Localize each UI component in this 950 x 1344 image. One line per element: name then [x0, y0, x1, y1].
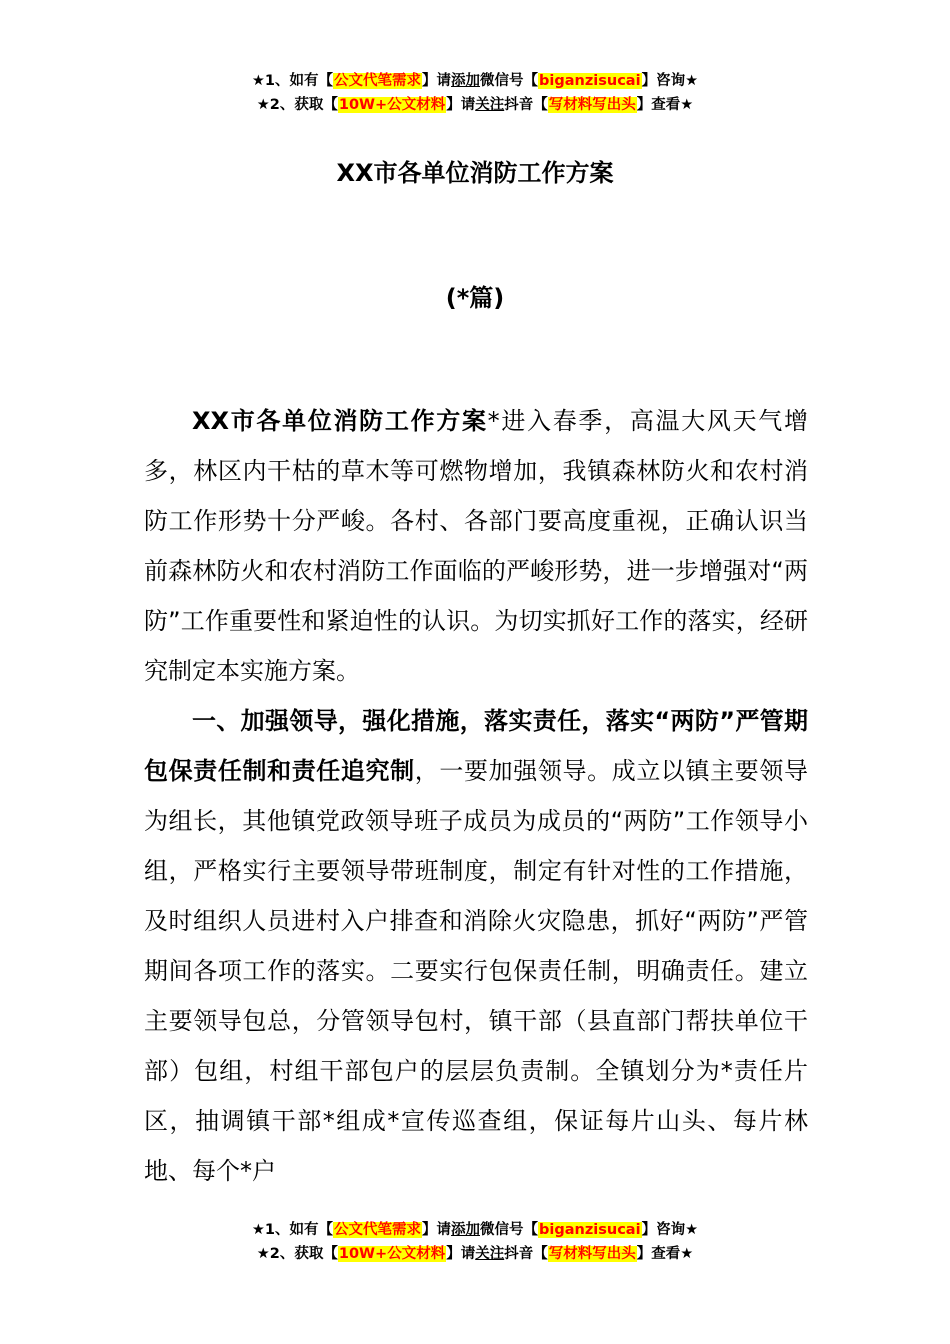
highlight-ghostwriting: 公文代笔需求: [334, 1222, 422, 1238]
highlight-wechat-id: biganzisucai: [539, 73, 641, 89]
highlight-materials: 10W+公文材料: [338, 1246, 446, 1262]
intro-lead: XX市各单位消防工作方案: [192, 407, 488, 435]
bottom-banner: [0, 1218, 950, 1266]
highlight-materials: 10W+公文材料: [338, 97, 446, 113]
document-title: XX市各单位消防工作方案: [336, 159, 614, 187]
highlight-douyin: 写材料写出头: [548, 97, 636, 113]
highlight-ghostwriting: 公文代笔需求: [334, 73, 422, 89]
section-1-heading: 一、加强领导，强化措施，落实责任，落实“两防”严管期包保责任制和责任追究制: [144, 707, 808, 785]
section-1-text: ，一要加强领导。成立以镇主要领导为组长，其他镇党政领导班子成员为成员的“两防”工作领导小组，严格实行主要领导带班制度，制定有针对性的工作措施，及时组织人员进村入户排查和消除火灾隐患，抓好“两防”严管期间各项工作的落实。二要实行包保责任制，明确责任。建立主要领导包总，分管领导包村，镇干部（县直部门帮扶单位干部）包组，村组干部包户的层层负责制。全镇划分为*责任片区，抽调镇干部*组成*宣传巡查组，保证每片山头、每片林地、每个*户: [144, 757, 809, 1185]
banner-line-1: ★1、如有【公文代笔需求】请添加微信号【biganzisucai】咨询★: [251, 1222, 699, 1238]
document-body: [144, 396, 808, 1196]
banner-line-2: ★2、获取【10W+公文材料】请关注抖音【写材料写出头】查看★: [256, 1246, 694, 1262]
paragraph-intro: [144, 396, 808, 696]
document-subtitle: (*篇): [445, 284, 505, 312]
highlight-douyin: 写材料写出头: [548, 1246, 636, 1262]
banner-line-2: ★2、获取【10W+公文材料】请关注抖音【写材料写出头】查看★: [256, 97, 694, 113]
banner-line-1: ★1、如有【公文代笔需求】请添加微信号【biganzisucai】咨询★: [251, 73, 699, 89]
intro-text: *进入春季，高温大风天气增多，林区内干枯的草木等可燃物增加，我镇森林防火和农村消防工作形势十分严峻。各村、各部门要高度重视，正确认识当前森林防火和农村消防工作面临的严峻形势，进一步增强对“两防”工作重要性和紧迫性的认识。为切实抓好工作的落实，经研究制定本实施方案。: [144, 407, 808, 685]
top-banner: [0, 69, 950, 117]
paragraph-section-1: [144, 696, 808, 1196]
highlight-wechat-id: biganzisucai: [539, 1222, 641, 1238]
